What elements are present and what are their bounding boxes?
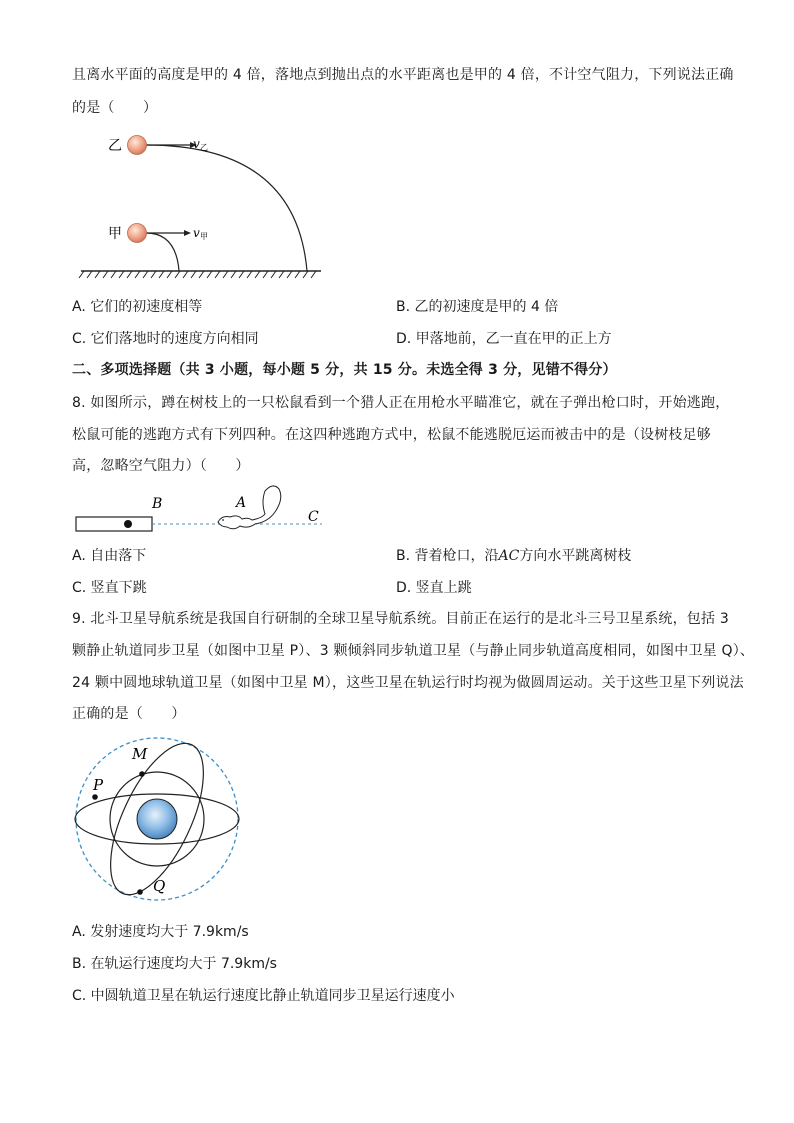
q9-option-a: A. 发射速度均大于 7.9km/s bbox=[72, 924, 249, 940]
label-v-yi: v bbox=[193, 137, 200, 151]
q9-option-c: C. 中圆轨道卫星在轨运行速度比静止轨道同步卫星运行速度小 bbox=[72, 988, 455, 1004]
q8-stem-line2: 松鼠可能的逃跑方式有下列四种。在这四种逃跑方式中，松鼠不能逃脱厄运而被击中的是（设树枝足够 bbox=[72, 427, 711, 443]
q9-orbit-figure bbox=[72, 736, 244, 902]
q8-option-a: A. 自由落下 bbox=[72, 548, 147, 564]
q7-stem-line1: 且离水平面的高度是甲的 4 倍，落地点到抛出点的水平距离也是甲的 4 倍，不计空气阻力，下列说法正确 bbox=[72, 67, 734, 83]
q7-option-a: A. 它们的初速度相等 bbox=[72, 299, 203, 315]
label-v-jia-sub: 甲 bbox=[200, 232, 208, 241]
q9-stem-line4: 正确的是（ ） bbox=[72, 706, 186, 722]
label-c: C bbox=[308, 509, 319, 525]
q9-option-b: B. 在轨运行速度均大于 7.9km/s bbox=[72, 956, 277, 972]
q8-squirrel-figure bbox=[72, 484, 332, 539]
yi-trajectory bbox=[146, 145, 307, 271]
label-jia: 甲 bbox=[108, 226, 122, 242]
earth bbox=[137, 799, 177, 839]
q8-stem-line3: 高，忽略空气阻力）（ ） bbox=[72, 458, 250, 474]
bullet bbox=[124, 520, 132, 528]
label-q: Q bbox=[153, 877, 166, 895]
q9-stem-line3: 24 颗中圆地球轨道卫星（如图中卫星 M），这些卫星在轨运行时均视为做圆周运动。关于这些卫星下列说法 bbox=[72, 675, 744, 691]
label-a: A bbox=[236, 495, 247, 511]
q7-option-d: D. 甲落地前，乙一直在甲的正上方 bbox=[396, 331, 612, 347]
q7-stem-line2: 的是（ ） bbox=[72, 100, 158, 116]
ball-jia bbox=[128, 224, 147, 243]
q9-stem-line1: 9. 北斗卫星导航系统是我国自行研制的全球卫星导航系统。目前正在运行的是北斗三号卫星系统，包括 3 bbox=[72, 611, 729, 627]
q7-projectile-figure bbox=[76, 128, 326, 284]
label-p: P bbox=[93, 776, 104, 794]
label-b: B bbox=[152, 496, 163, 512]
q8-option-c: C. 竖直下跳 bbox=[72, 580, 147, 596]
gun-barrel bbox=[76, 517, 152, 531]
label-v-yi-sub: 乙 bbox=[200, 143, 208, 152]
label-m: M bbox=[132, 745, 148, 763]
q7-option-c: C. 它们落地时的速度方向相同 bbox=[72, 331, 259, 347]
squirrel bbox=[218, 486, 281, 529]
label-v-jia: v bbox=[193, 226, 200, 240]
q7-option-b: B. 乙的初速度是甲的 4 倍 bbox=[396, 299, 559, 315]
q9-stem-line2: 颗静止轨道同步卫星（如图中卫星 P）、3 颗倾斜同步轨道卫星（与静止同步轨道高度相同，如图中卫星 Q）、 bbox=[72, 643, 755, 659]
q8-option-d: D. 竖直上跳 bbox=[396, 580, 472, 596]
satellite-q bbox=[137, 889, 143, 895]
section2-header: 二、多项选择题（共 3 小题，每小题 5 分，共 15 分。未选全得 3 分，见错不得分） bbox=[72, 362, 617, 378]
q8-option-b: B. 背着枪口，沿AC方向水平跳离树枝 bbox=[396, 548, 632, 564]
jia-trajectory bbox=[146, 233, 179, 271]
satellite-m bbox=[139, 771, 145, 777]
satellite-p bbox=[92, 794, 98, 800]
label-yi: 乙 bbox=[108, 138, 122, 154]
q8-stem-line1: 8. 如图所示，蹲在树枝上的一只松鼠看到一个猎人正在用枪水平瞄准它，就在子弹出枪口时，开始逃跑， bbox=[72, 395, 730, 411]
ball-yi bbox=[128, 136, 147, 155]
